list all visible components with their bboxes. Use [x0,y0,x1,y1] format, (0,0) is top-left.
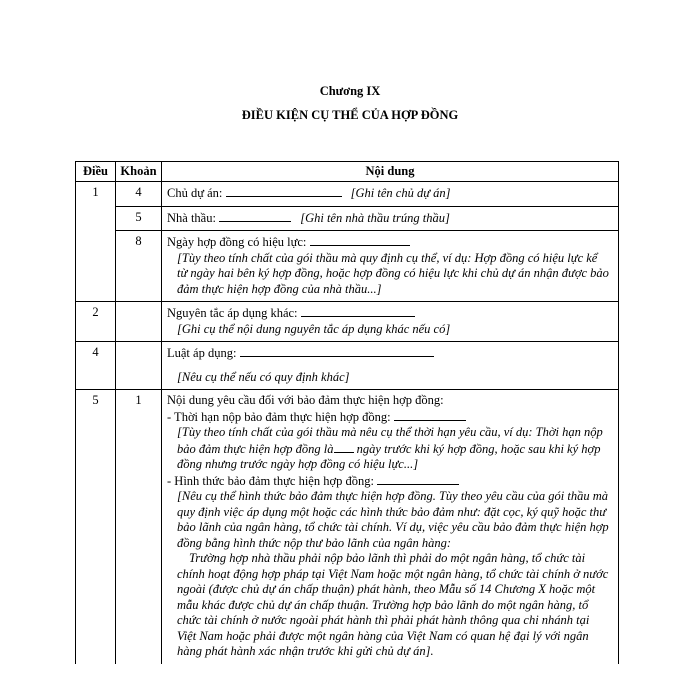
field-label: Nhà thầu: [167,210,220,225]
fill-blank [240,345,434,357]
item-paragraph: Trường hợp nhà thầu phải nộp bảo lãnh thì phải do một ngân hàng, tổ chức tài chính hoạt động hợp pháp tại Việt Nam hoặc một ngân hàng, tổ chức tài chính ở nước ngoài (được chủ dự án chấp thuận) phát hành, theo Mẫu số 14 Chương X hoặc một mẫu khác được chủ dự án chấp thuận. Trường hợp bảo lãnh do một ngân hàng, tổ chức tài chính ở nước ngoài phát hành thì phải phát hành thông qua chi nhánh tại Việt Nam hoặc phải được một ngân hàng của Việt Nam có quan hệ đại lý với ngân hàng phát hành xác nhận trước khi gửi chủ dự án]. [177,551,609,658]
header-noi-dung: Nội dung [162,162,619,182]
header-khoan: Khoản [116,162,162,182]
khoan-cell [116,302,162,342]
section-intro: Nội dung yêu cầu đối với bảo đảm thực hiện hợp đồng: [167,393,444,407]
fill-blank [226,185,342,197]
item-label: - Thời hạn nộp bảo đảm thực hiện hợp đồng: [167,409,394,424]
content-cell [162,182,619,207]
fill-blank [377,473,459,485]
fill-blank [219,210,291,222]
content-cell [162,231,619,302]
field-note: [Ghi tên nhà thầu trúng thầu] [300,210,450,225]
field-label: Ngày hợp đồng có hiệu lực: [167,235,310,249]
field-label: Chủ dự án: [167,186,226,200]
field-note: [Nêu cụ thể nếu có quy định khác] [177,369,350,384]
item-note: [Nêu cụ thể hình thức bảo đảm thực hiện hợp đồng. Tùy theo yêu cầu của gói thầu mà quy định việc áp dụng một hoặc các hình thức bảo đảm như: đặt cọc, ký quỹ hoặc thư bảo lãnh của ngân hàng, tổ chức tài chính. Ví dụ, việc yêu cầu bảo đảm thực hiện hợp đồng bằng hình thức nộp thư bảo lãnh của ngân hàng: [177,489,609,550]
contract-conditions-table [75,161,619,664]
khoan-cell: 4 [116,182,162,207]
dieu-cell: 4 [76,342,116,390]
dieu-cell: 5 [76,390,116,664]
table-row [76,390,619,664]
header-dieu: Điều [76,162,116,182]
chapter-heading: Chương IX [319,84,381,98]
content-cell [162,302,619,342]
fill-blank [394,409,466,421]
table-row [76,342,619,390]
table-row [76,302,619,342]
item-note-part: [Tùy theo tính chất của gói thầu mà nêu cụ thể thời hạn yêu cầu, ví dụ: Thời hạn nộp bảo đảm thực hiện hợp đồng là [177,425,603,456]
fill-blank [301,305,415,317]
khoan-cell: 8 [116,231,162,302]
document-title: ĐIỀU KIỆN CỤ THỂ CỦA HỢP ĐỒNG [241,108,459,122]
table-header-row [76,162,619,182]
table-row [76,182,619,207]
field-note: [Ghi cụ thể nội dung nguyên tắc áp dụng khác nếu có] [177,321,451,336]
table-row [76,231,619,302]
khoan-cell [116,342,162,390]
field-label: Nguyên tắc áp dụng khác: [167,306,301,320]
item-label: - Hình thức bảo đảm thực hiện hợp đồng: [167,473,378,488]
field-label: Luật áp dụng: [167,346,240,360]
fill-blank [310,234,410,246]
content-cell [162,342,619,390]
field-note: [Tùy theo tính chất của gói thầu mà quy định cụ thể, ví dụ: Hợp đồng có hiệu lực kể từ ngày hai bên ký hợp đồng, hoặc hợp đồng có hiệu lực khi chủ dự án nhận được bảo đảm thực hiện hợp đồng của nhà thầu...] [177,250,609,296]
item-note [167,425,610,473]
khoan-cell: 1 [116,390,162,664]
fill-blank [334,441,354,453]
dieu-cell: 1 [76,182,116,302]
content-cell [162,390,619,664]
khoan-cell: 5 [116,206,162,231]
item-note-part: ngày trước khi ký hợp đồng, hoặc sau khi ký hợp đồng nhưng trước ngày hợp đồng có hiệu lực...] [177,441,601,471]
table-row [76,206,619,231]
dieu-cell: 2 [76,302,116,342]
content-cell [162,206,619,231]
field-note: [Ghi tên chủ dự án] [350,186,451,200]
